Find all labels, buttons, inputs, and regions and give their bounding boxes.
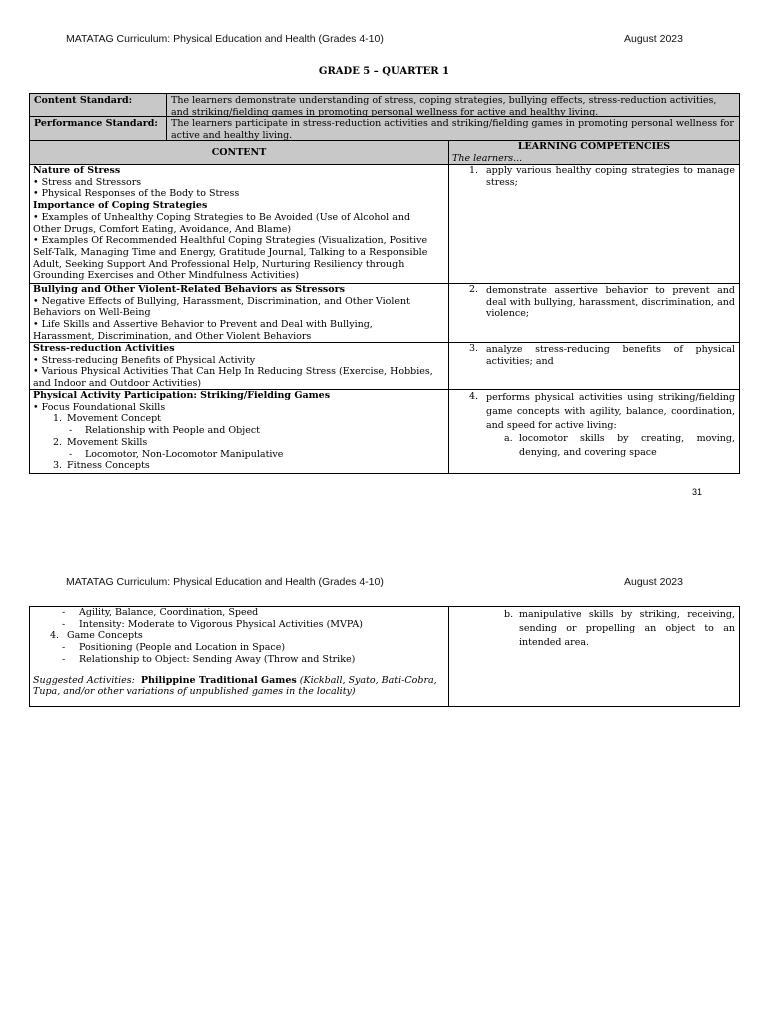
content-line: • Examples Of Recommended Healthful Coping Strategies (Visualization, Positive [33,235,428,247]
page-number: 31 [692,487,703,497]
content-cell-stress [29,164,449,284]
content-line: • Examples of Unhealthy Coping Strategies to Be Avoided (Use of Alcohol and [33,211,411,223]
content-line: Bullying and Other Violent-Related Behaviors as Stressors [33,284,345,295]
competency-item [449,390,739,432]
competency-cell-4 [448,389,740,474]
numbered-item [30,630,448,642]
competency-cell-1 [448,164,740,284]
content-line: Self-Talk, Managing Time and Energy, Gratitude Journal, Talking to a Responsible [33,246,428,258]
competency-text: performs physical activities using striking/fielding game concepts with agility, balance, coordination, and speed for active living: [486,392,735,431]
competency-text: analyze stress-reducing benefits of physical activities; and [486,344,735,367]
sub-competency-letter: b. [504,609,514,620]
item-text: Movement Concept [67,413,161,425]
competencies-column-header [448,140,740,165]
dash-item [30,607,448,619]
performance-standard-text: The learners participate in stress-reduction activities and striking/fielding games in promoting personal wellness for active and healthy living. [171,118,734,141]
content-standard-label-cell [29,93,167,117]
competency-cell-2 [448,283,740,343]
content-standard-text: The learners demonstrate understanding of stress, coping strategies, bullying effects, stress-reduction activities, and striking/fielding games in promoting personal wellness for active and healthy living. [171,95,717,117]
competency-cell-continued [448,606,740,707]
performance-standard-label: Performance Standard: [34,118,158,129]
competency-item [449,165,739,188]
performance-standard-label-cell [29,116,167,141]
competency-text: demonstrate assertive behavior to prevent and deal with bullying, harassment, discrimination, and violence; [486,285,735,320]
dash-marker: - [69,448,73,460]
suggested-bold: Philippine Traditional Games [140,674,297,686]
content-line: • Physical Responses of the Body to Stress [33,188,240,200]
item-number: 2. [53,436,63,448]
item-text: Game Concepts [67,630,143,642]
sub-competency-text: locomotor skills by creating, moving, denying, and covering space [519,433,735,459]
sub-competency-item [449,432,739,460]
dash-item [30,619,448,631]
content-line: Adult, Seeking Support And Professional Help, Nurturing Resiliency through [33,258,405,270]
content-header-label: CONTENT [211,147,267,158]
content-cell-striking-fielding [29,389,449,474]
content-line: Importance of Coping Strategies [33,200,208,212]
competency-item [449,343,739,367]
dash-marker: - [62,618,66,630]
content-cell-bullying [29,283,449,343]
item-number: 1. [53,413,63,425]
content-line: • Various Physical Activities That Can Help In Reducing Stress (Exercise, Hobbies, [33,366,433,378]
competency-number: 2. [469,284,479,295]
content-cell-continued [29,606,449,707]
dash-marker: - [62,653,66,665]
learners-label: The learners... [452,152,523,164]
content-line: • Focus Foundational Skills [33,401,166,413]
numbered-item [30,460,448,472]
content-line: Physical Activity Participation: Striking/Fielding Games [33,390,331,401]
dash-marker: - [62,607,66,618]
page-header-title: MATATAG Curriculum: Physical Education and Health (Grades 4-10) [66,33,384,45]
competencies-header-label: LEARNING COMPETENCIES [517,141,671,152]
content-line: Behaviors on Well-Being [33,307,151,319]
sub-competency-text: manipulative skills by striking, receiving, sending or propelling an object to an intended area. [519,609,735,648]
competency-cell-3 [448,342,740,390]
suggested-rest: (Kickball, Syato, Bati-Cobra, [299,674,437,686]
suggested-label: Suggested Activities: [33,674,135,686]
competency-text: apply various healthy coping strategies to manage stress; [486,165,735,188]
dash-text: Agility, Balance, Coordination, Speed [79,607,259,618]
dash-marker: - [62,642,66,654]
content-line: and Indoor and Outdoor Activities) [33,378,202,390]
numbered-item [30,413,448,425]
dash-text: Relationship to Object: Sending Away (Throw and Strike) [79,653,356,665]
numbered-item [30,437,448,449]
content-line: Grounding Exercises and Other Mindfulness Activities) [33,270,300,282]
content-line: Stress-reduction Activities [33,343,175,354]
suggested-activities [30,675,448,687]
performance-standard-text-cell [166,116,740,141]
item-text: Fitness Concepts [67,460,150,472]
dash-text: Intensity: Moderate to Vigorous Physical Activities (MVPA) [79,618,363,630]
page-header-date: August 2023 [624,576,683,588]
content-line: Harassment, Discrimination, and Other Violent Behaviors [33,330,312,342]
content-line: • Negative Effects of Bullying, Harassment, Discrimination, and Other Violent [33,295,410,307]
content-line: • Stress and Stressors [33,176,142,188]
dash-text: Locomotor, Non-Locomotor Manipulative [85,448,284,460]
item-number: 3. [53,460,63,472]
content-standard-label: Content Standard: [34,95,133,106]
page-header-title: MATATAG Curriculum: Physical Education and Health (Grades 4-10) [66,576,384,588]
item-text: Movement Skills [67,436,148,448]
item-number: 4. [50,630,60,642]
dash-item [30,654,448,666]
dash-marker: - [69,425,73,437]
sub-competency-letter: a. [504,433,513,445]
content-standard-text-cell [166,93,740,117]
competency-number: 4. [469,391,479,402]
dash-item [30,449,448,461]
competency-item [449,284,739,320]
competency-number: 3. [469,343,479,354]
content-column-header [29,140,449,165]
page-header-date: August 2023 [624,33,683,45]
content-cell-stress-reduction [29,342,449,390]
sub-competency-item [449,607,739,649]
content-line: • Stress-reducing Benefits of Physical Activity [33,354,256,366]
dash-item [30,642,448,654]
dash-text: Relationship with People and Object [85,425,260,437]
suggested-line-2: Tupa, and/or other variations of unpublished games in the locality) [33,686,356,698]
content-line: • Life Skills and Assertive Behavior to Prevent and Deal with Bullying, [33,319,373,331]
content-line: Nature of Stress [33,165,121,176]
competency-number: 1. [469,165,479,176]
dash-text: Positioning (People and Location in Space) [79,642,286,654]
dash-item [30,425,448,437]
grade-quarter-title: GRADE 5 – QUARTER 1 [318,66,450,77]
content-line: Other Drugs, Comfort Eating, Avoidance, And Blame) [33,223,292,235]
